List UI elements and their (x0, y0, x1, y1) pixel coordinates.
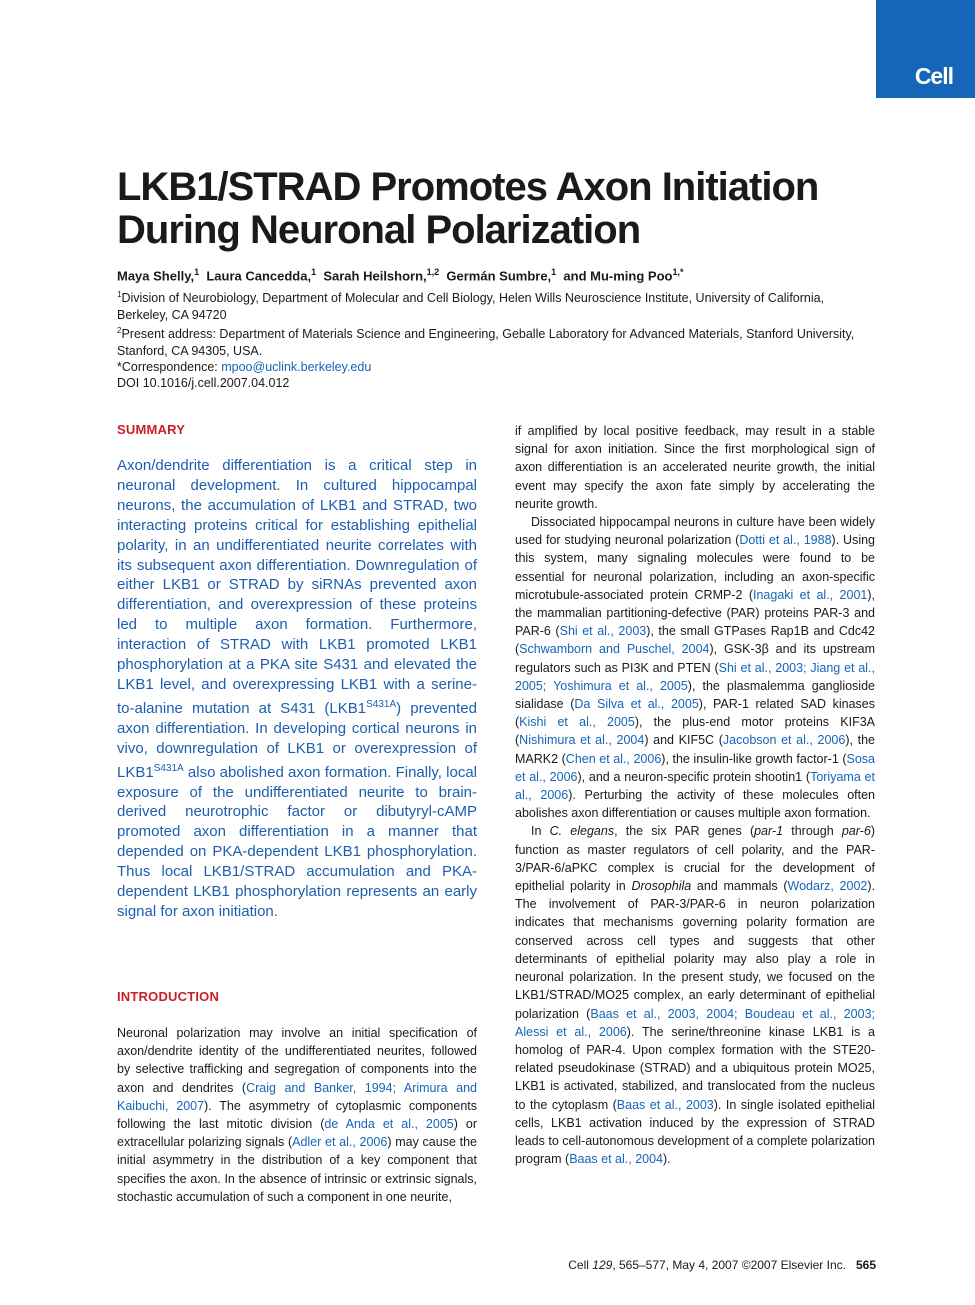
title-line-1: LKB1/STRAD Promotes Axon Initiation (117, 165, 819, 209)
author-sup: 1 (194, 267, 200, 277)
author-list (117, 267, 887, 283)
body-text: ). In single isolated epithelial cells, LKB1 activation induced by the expression of STRAD leads to cell-autonomous development of a complete polarization program ( (515, 1097, 875, 1167)
footer-volume: 129 (592, 1258, 613, 1272)
affiliation-text: Division of Neurobiology, Department of Molecular and Cell Biology, Helen Wills Neuroscience Institute, University of California, Berkeley, CA 94720 (117, 291, 825, 322)
author: Germán Sumbre, (446, 268, 552, 284)
body-text: ), PAR-1 related SAD kinases ( (515, 697, 875, 730)
summary-heading: SUMMARY (117, 422, 186, 437)
footer-citation: , 565–577, May 4, 2007 ©2007 Elsevier Inc. (612, 1258, 846, 1272)
body-paragraph (515, 822, 875, 1168)
body-text: ). (663, 1152, 671, 1167)
citation-link[interactable]: de Anda et al., 2005 (324, 1117, 454, 1132)
italic-text: C. elegans (549, 824, 615, 839)
body-paragraph: if amplified by local positive feedback, may result in a stable signal for axon initiation. Since the first morphological sign of axon differentiation is an accelerated neurite growth, the initial event may specify the axon fate simply by accelerating the neurite growth. (515, 424, 875, 511)
body-text: through (783, 824, 842, 839)
summary-sup: S431A (153, 762, 184, 774)
affiliation-1 (117, 287, 877, 323)
citation-link[interactable]: Wodarz, 2002 (787, 879, 868, 894)
title-line-2: During Neuronal Polarization (117, 208, 641, 252)
page-footer (568, 1258, 876, 1272)
body-text: and mammals ( (691, 879, 788, 894)
author: and Mu-ming Poo (563, 268, 673, 284)
body-text: ), the MARK2 ( (515, 733, 875, 766)
body-text: ), the small GTPases Rap1B and Cdc42 ( (515, 624, 876, 657)
body-text: ), and a neuron-specific protein shootin1 ( (577, 769, 811, 784)
body-text: ). The involvement of PAR-3/PAR-6 in neuron polarization indicates that mechanisms governing polarity formation are conserved across cell types and suggests that other determinants of epithelial polarity may also play a role in neuronal polarization. In the present study, we focused on the LKB1/STRAD/MO25 complex, an early determinant of epithelial polarization ( (515, 879, 875, 1021)
citation-link[interactable]: Baas et al., 2003, 2004; Boudeau et al., 2003; Alessi et al., 2006 (515, 1006, 875, 1039)
italic-text: par-1 (754, 824, 784, 839)
article-title (117, 166, 877, 252)
citation-link[interactable]: Baas et al., 2004 (569, 1152, 664, 1167)
citation-link[interactable]: Shi et al., 2003; Jiang et al., 2005; Yoshimura et al., 2005 (515, 660, 875, 693)
doi: DOI 10.1016/j.cell.2007.04.012 (117, 376, 290, 391)
citation-link[interactable]: Inagaki et al., 2001 (752, 587, 868, 602)
journal-badge (876, 0, 975, 98)
body-text: In (531, 824, 550, 839)
author: Sarah Heilshorn, (323, 268, 427, 284)
body-text: ). The serine/threonine kinase LKB1 is a homolog of PAR-4. Upon complex formation with the STE20-related pseudokinase (STRAD) and a ubiquitous protein MO25, LKB1 is activated, stabilized, and translocated from the nucleus to the cytoplasm ( (515, 1024, 876, 1112)
summary-part: also abolished axon formation. Finally, local exposure of the undifferentiated neurite to brain-derived neurotrophic factor or dibutyryl-cAMP promoted axon differentiation in a manner that depended on PKA-dependent LKB1 phosphorylation. Thus local LKB1/STRAD accumulation and PKA-dependent LKB1 phosphorylation represents an early signal for axon initiation. (117, 763, 477, 920)
body-text: ). Using this system, many signaling molecules were found to be essential for neuronal polarization, including an axon-specific microtubule-associated protein CRMP-2 ( (515, 533, 876, 602)
affiliation-sup: 1 (117, 290, 122, 299)
citation-link[interactable]: Jacobson et al., 2006 (722, 733, 846, 748)
body-text: ) may cause the initial asymmetry in the distribution of a key component that specifies the axon. In the absence of intrinsic or extrinsic signals, stochastic accumulation of such a component in one neurite, (117, 1135, 477, 1204)
introduction-paragraph (117, 1024, 477, 1206)
affiliation-text: Present address: Department of Materials Science and Engineering, Geballe Laboratory for Advanced Materials, Stanford University, Stanford, CA 94305, USA. (117, 327, 855, 358)
citation-link[interactable]: Nishimura et al., 2004 (519, 733, 645, 748)
affiliation-2 (117, 323, 877, 359)
citation-link[interactable]: Craig and Banker, 1994; Arimura and Kaibuchi, 2007 (117, 1080, 477, 1113)
citation-link[interactable]: Kishi et al., 2005 (519, 715, 635, 730)
citation-link[interactable]: Da Silva et al., 2005 (574, 697, 699, 712)
summary-part: Axon/dendrite differentiation is a critical step in neuronal development. In cultured hippocampal neurons, the accumulation of LKB1 and STRAD, two interacting proteins critical for establishing epithelial polarity, in an undifferentiated neurite correlates with its subsequent axon differentiation. Downregulation of either LKB1 or STRAD by siRNAs prevented axon differentiation, and overexpression of these proteins led to multiple axon formation. Furthermore, interaction of STRAD with LKB1 promoted LKB1 phosphorylation at a PKA site S431 and elevated the LKB1 level, and overexpressing LKB1 with a serine-to-alanine mutation at S431 (LKB1 (117, 457, 477, 717)
correspondence (117, 359, 877, 375)
author: Maya Shelly, (117, 268, 195, 284)
author: Laura Cancedda, (206, 268, 312, 284)
body-text: ), the plus-end motor proteins KIF3A ( (515, 715, 875, 748)
body-text: ) and KIF5C ( (644, 733, 723, 748)
body-text: Neuronal polarization may involve an initial specification of axon/dendrite identity of the undifferentiated neurites, followed by selective trafficking and segregation of components into the axon and dendrites ( (117, 1026, 477, 1095)
body-text: ) or extracellular polarizing signals ( (117, 1117, 478, 1150)
correspondence-label: *Correspondence: (117, 359, 222, 374)
summary-part: ) prevented axon differentiation. In developing cortical neurons in vivo, downregulation of LKB1 or overexpression of LKB1 (117, 699, 477, 781)
author-sup: 1,2 (426, 267, 440, 277)
body-text: ). Perturbing the activity of these molecules often abolishes axon differentiation or causes multiple axon formation. (515, 788, 875, 821)
body-text: Dissociated hippocampal neurons in culture have been widely used for studying neuronal polarization ( (515, 515, 875, 548)
body-text: ) function as master regulators of cell polarity, and the PAR-3/PAR-6/aPKC complex is crucial for the development of epithelial polarity in (515, 824, 875, 894)
citation-link[interactable]: Chen et al., 2006 (565, 751, 662, 766)
body-paragraph (515, 513, 875, 822)
author-sup: 1 (311, 267, 317, 277)
author-sup: 1,* (672, 267, 684, 277)
body-text: ), GSK-3β and its upstream regulators such as PI3K and PTEN ( (515, 642, 875, 675)
journal-logo: Cell (914, 63, 953, 89)
author-sup: 1 (551, 267, 557, 277)
page-number: 565 (855, 1258, 876, 1272)
citation-link[interactable]: Schwamborn and Puschel, 2004 (519, 642, 710, 657)
body-text: ). The asymmetry of cytoplasmic components following the last mitotic division ( (117, 1098, 477, 1132)
citation-link[interactable]: Baas et al., 2003 (616, 1097, 714, 1112)
body-text: , the six PAR genes ( (614, 824, 755, 839)
affiliation-sup: 2 (117, 325, 122, 335)
correspondence-email-link[interactable]: mpoo@uclink.berkeley.edu (221, 359, 372, 374)
body-text: ), the mammalian partitioning-defective (PAR) proteins PAR-3 and PAR-6 ( (515, 587, 875, 639)
affiliations (117, 287, 877, 392)
footer-journal: Cell (568, 1258, 593, 1272)
introduction-heading: INTRODUCTION (117, 989, 220, 1004)
body-text: ), the plasmalemma ganglioside sialidase ( (515, 678, 875, 712)
citation-link[interactable]: Sosa et al., 2006 (515, 751, 876, 784)
italic-text: par-6 (841, 824, 871, 839)
citation-link[interactable]: Toriyama et al., 2006 (515, 769, 875, 803)
summary-sup: S431A (366, 698, 397, 710)
citation-link[interactable]: Adler et al., 2006 (292, 1135, 388, 1150)
citation-link[interactable]: Dotti et al., 1988 (739, 533, 832, 548)
summary-text (117, 456, 477, 922)
citation-link[interactable]: Shi et al., 2003 (559, 624, 647, 639)
italic-text: Drosophila (631, 879, 692, 894)
body-text: ), the insulin-like growth factor-1 ( (661, 751, 847, 766)
right-column (515, 422, 875, 1168)
